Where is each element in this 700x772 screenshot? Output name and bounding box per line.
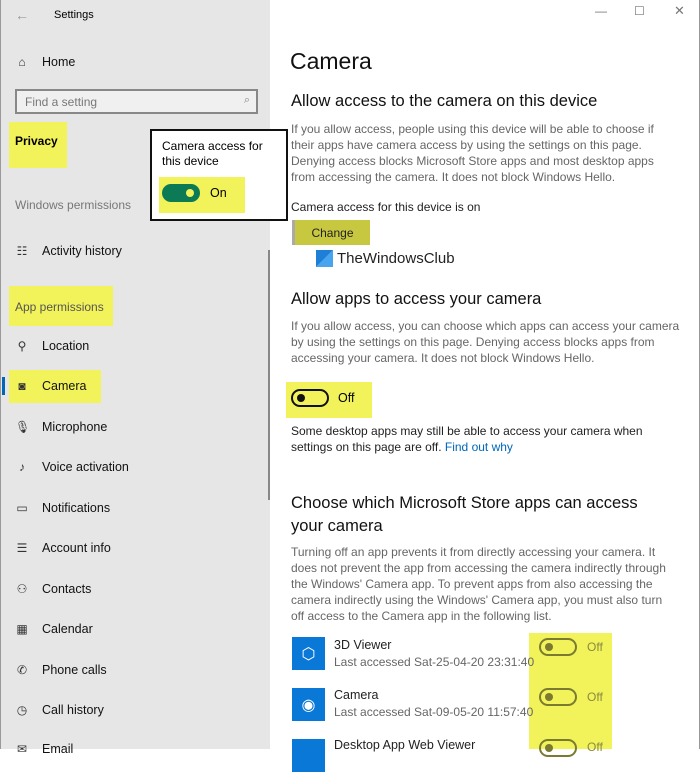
sidebar (0, 0, 270, 756)
web-viewer-icon (292, 739, 325, 772)
label: Contacts (42, 582, 92, 596)
history-icon: ◷ (16, 703, 28, 717)
app-toggle-state: Off (587, 740, 603, 754)
label: Account info (42, 541, 111, 555)
label: Phone calls (42, 663, 107, 677)
app-toggle[interactable] (539, 688, 577, 706)
heading-choose-apps: Choose which Microsoft Store apps can access your camera (291, 494, 638, 535)
search-placeholder: Find a setting (25, 95, 98, 109)
section-title: Privacy (15, 134, 58, 148)
email-icon: ✉ (16, 742, 28, 756)
contacts-icon: ⚇ (16, 582, 28, 596)
change-button[interactable] (292, 220, 370, 245)
device-access-popup (150, 129, 288, 221)
find-out-why-link[interactable]: Find out why (444, 440, 513, 454)
3d-viewer-icon: ⬡ (292, 637, 325, 670)
label: Calendar (42, 622, 93, 636)
sidebar-item-account[interactable] (15, 541, 111, 555)
label: Call history (42, 703, 104, 717)
activity-label: Activity history (42, 244, 122, 258)
app-toggle[interactable] (539, 739, 577, 757)
label: Microphone (42, 420, 108, 434)
change-label: Change (311, 225, 354, 240)
minimize-icon[interactable]: — (595, 4, 607, 18)
app-name: 3D Viewer (334, 638, 392, 652)
activity-icon: ☷ (16, 244, 28, 258)
device-description: If you allow access, people using this device will be able to choose if their apps have camera access by using the settings on this page. Denying access blocks Microsoft Store apps and most desktop apps from accessing the camera. It does not block Windows Hello. (291, 122, 654, 184)
device-access-toggle[interactable] (162, 184, 200, 202)
main-pane (270, 0, 700, 749)
label: Location (42, 339, 90, 353)
sidebar-item-contacts[interactable] (15, 582, 91, 596)
sidebar-item-home[interactable] (15, 55, 75, 69)
search-input[interactable] (15, 89, 258, 114)
voice-icon: ♪ (19, 460, 25, 474)
heading-device-access: Allow access to the camera on this device (291, 92, 598, 110)
sidebar-item-location[interactable] (15, 339, 89, 353)
heading-apps-access: Allow apps to access your camera (291, 290, 542, 308)
calendar-icon: ▦ (16, 622, 28, 636)
selected-indicator (2, 377, 5, 395)
location-icon: ⚲ (17, 339, 27, 353)
home-icon: ⌂ (18, 55, 26, 69)
sidebar-item-activity[interactable] (15, 244, 122, 258)
apps-access-toggle[interactable] (291, 389, 329, 407)
app-last-accessed: Last accessed Sat-25-04-20 23:31:40 (334, 655, 535, 669)
notifications-icon: ▭ (16, 501, 28, 515)
popup-label: Camera access for this device (162, 139, 263, 168)
back-icon[interactable]: ← (15, 7, 29, 23)
popup-state: On (210, 186, 227, 200)
group-windows-permissions: Windows permissions (15, 198, 132, 212)
app-toggle-state: Off (587, 640, 603, 654)
label: Notifications (42, 501, 111, 515)
sidebar-item-microphone[interactable] (15, 420, 107, 434)
sidebar-item-email[interactable] (15, 742, 73, 756)
window-title: Settings (54, 9, 94, 21)
app-toggle-state: Off (587, 690, 603, 704)
sidebar-item-calendar[interactable] (15, 622, 93, 636)
search-icon: ⌕ (243, 94, 250, 106)
device-status: Camera access for this device is on (291, 200, 481, 214)
maximize-icon[interactable]: ☐ (634, 4, 645, 18)
label: Email (42, 742, 74, 756)
close-icon[interactable]: ✕ (674, 3, 685, 18)
app-toggle[interactable] (539, 638, 577, 656)
apps-toggle-state: Off (338, 391, 355, 405)
sidebar-item-phone[interactable] (15, 663, 107, 677)
sidebar-item-voice[interactable] (15, 460, 129, 474)
sidebar-item-notifications[interactable] (15, 501, 110, 515)
desktop-note: Some desktop apps may still be able to access your camera when settings on this page are off. Find out why (291, 424, 643, 454)
choose-description: Turning off an app prevents it from directly accessing your camera. It does not prevent the app from accessing the camera indirectly through the Windows' Camera app. To prevent apps from also accessing the camera indirectly using the Windows' Camera app, you must also turn off access to the Camera app in the following list. (291, 545, 666, 623)
camera-icon: ◙ (18, 379, 26, 393)
app-last-accessed: Last accessed Sat-09-05-20 11:57:40 (334, 705, 534, 719)
app-name: Camera (334, 688, 379, 702)
home-label: Home (42, 55, 76, 69)
sidebar-item-call-history[interactable] (15, 703, 104, 717)
phone-icon: ✆ (16, 663, 28, 677)
account-icon: ☰ (16, 541, 28, 555)
sidebar-item-camera[interactable] (15, 379, 86, 393)
label: Camera (42, 379, 87, 393)
app-name: Desktop App Web Viewer (334, 738, 476, 752)
watermark: TheWindowsClub (337, 250, 455, 267)
camera-app-icon: ◉ (292, 688, 325, 721)
page-title: Camera (290, 48, 372, 74)
microphone-icon: 🎙︎ (15, 420, 31, 434)
watermark-logo-icon (316, 250, 333, 267)
group-app-permissions: App permissions (15, 300, 104, 314)
apps-description: If you allow access, you can choose which apps can access your camera by using the settings on this page. Denying access blocks apps from accessing your camera. It does not block Windows Hello. (291, 319, 680, 365)
label: Voice activation (42, 460, 129, 474)
